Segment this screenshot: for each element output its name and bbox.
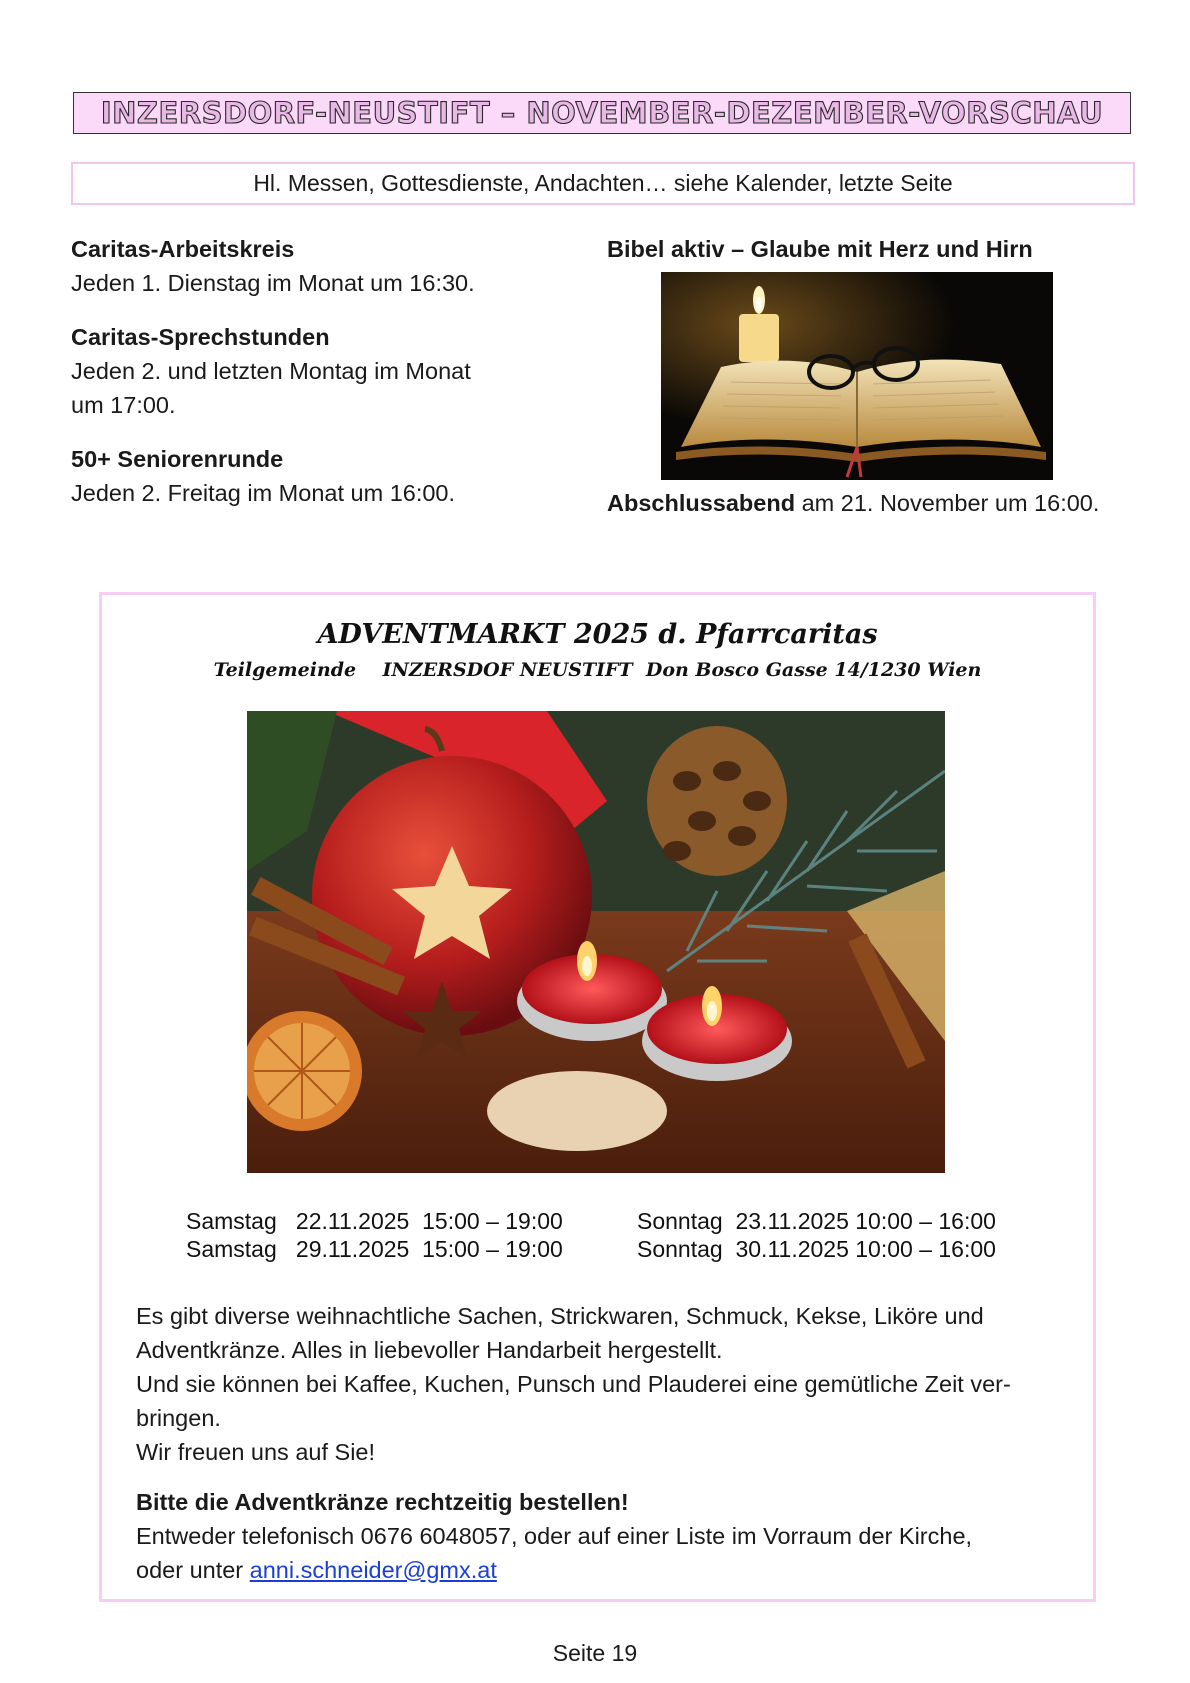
item-seniorenrunde <box>71 442 591 510</box>
notice-box <box>71 162 1135 205</box>
closing-rest: am 21. November um 16:00. <box>795 490 1100 516</box>
right-column <box>607 232 1147 266</box>
item-text: Jeden 2. Freitag im Monat um 16:00. <box>71 480 456 506</box>
advent-title: ADVENTMARKT 2025 d. Pfarrcaritas <box>317 619 878 650</box>
email-link[interactable]: anni.schneider@gmx.at <box>249 1557 497 1583</box>
advent-market-box <box>99 592 1096 1602</box>
desc-line: Und sie können bei Kaffee, Kuchen, Punsch und Plauderei eine gemütliche Zeit ver- <box>136 1371 1011 1397</box>
order-line-email <box>136 1553 1066 1587</box>
closing-bold: Abschlussabend <box>607 490 796 516</box>
item-text-line2: um 17:00. <box>71 392 176 418</box>
item-title: Caritas-Arbeitskreis <box>71 236 295 262</box>
desc-line: Es gibt diverse weihnachtliche Sachen, Strickwaren, Schmuck, Kekse, Liköre und <box>136 1303 984 1329</box>
order-prefix: oder unter <box>136 1557 250 1583</box>
page-number: Seite 19 <box>552 1640 638 1666</box>
page-header <box>73 92 1131 134</box>
item-caritas-arbeitskreis <box>71 232 591 300</box>
market-description <box>136 1299 1066 1587</box>
item-text: Jeden 1. Dienstag im Monat um 16:30. <box>71 270 475 296</box>
desc-line: bringen. <box>136 1405 221 1431</box>
item-caritas-sprechstunden <box>71 320 591 422</box>
order-title: Bitte die Adventkränze rechtzeitig bestellen! <box>136 1489 629 1515</box>
schedule-row: Samstag 29.11.2025 15:00 – 19:00 <box>186 1236 563 1262</box>
advent-apple-candles-image <box>247 711 945 1173</box>
order-line: Entweder telefonisch 0676 6048057, oder auf einer Liste im Vorraum der Kirche, <box>136 1523 973 1549</box>
advent-subtitle: Teilgemeinde INZERSDOF NEUSTIFT Don Bosco Gasse 14/1230 Wien <box>213 659 982 681</box>
bible-title: Bibel aktiv – Glaube mit Herz und Hirn <box>607 236 1033 262</box>
item-text-line1: Jeden 2. und letzten Montag im Monat <box>71 358 471 384</box>
notice-text: Hl. Messen, Gottesdienste, Andachten… siehe Kalender, letzte Seite <box>253 170 953 196</box>
item-title: 50+ Seniorenrunde <box>71 446 284 472</box>
schedule-row: Sonntag 30.11.2025 10:00 – 16:00 <box>637 1236 996 1262</box>
schedule-row: Sonntag 23.11.2025 10:00 – 16:00 <box>637 1208 996 1234</box>
item-title: Caritas-Sprechstunden <box>71 324 330 350</box>
bible-candle-image <box>661 272 1053 480</box>
closing-evening <box>607 490 1099 517</box>
page-title: INZERSDORF-NEUSTIFT – NOVEMBER-DEZEMBER-VORSCHAU <box>100 96 1104 130</box>
desc-line: Wir freuen uns auf Sie! <box>136 1439 376 1465</box>
desc-line: Adventkränze. Alles in liebevoller Handarbeit hergestellt. <box>136 1337 723 1363</box>
schedule-row: Samstag 22.11.2025 15:00 – 19:00 <box>186 1208 563 1234</box>
left-column <box>71 232 591 530</box>
